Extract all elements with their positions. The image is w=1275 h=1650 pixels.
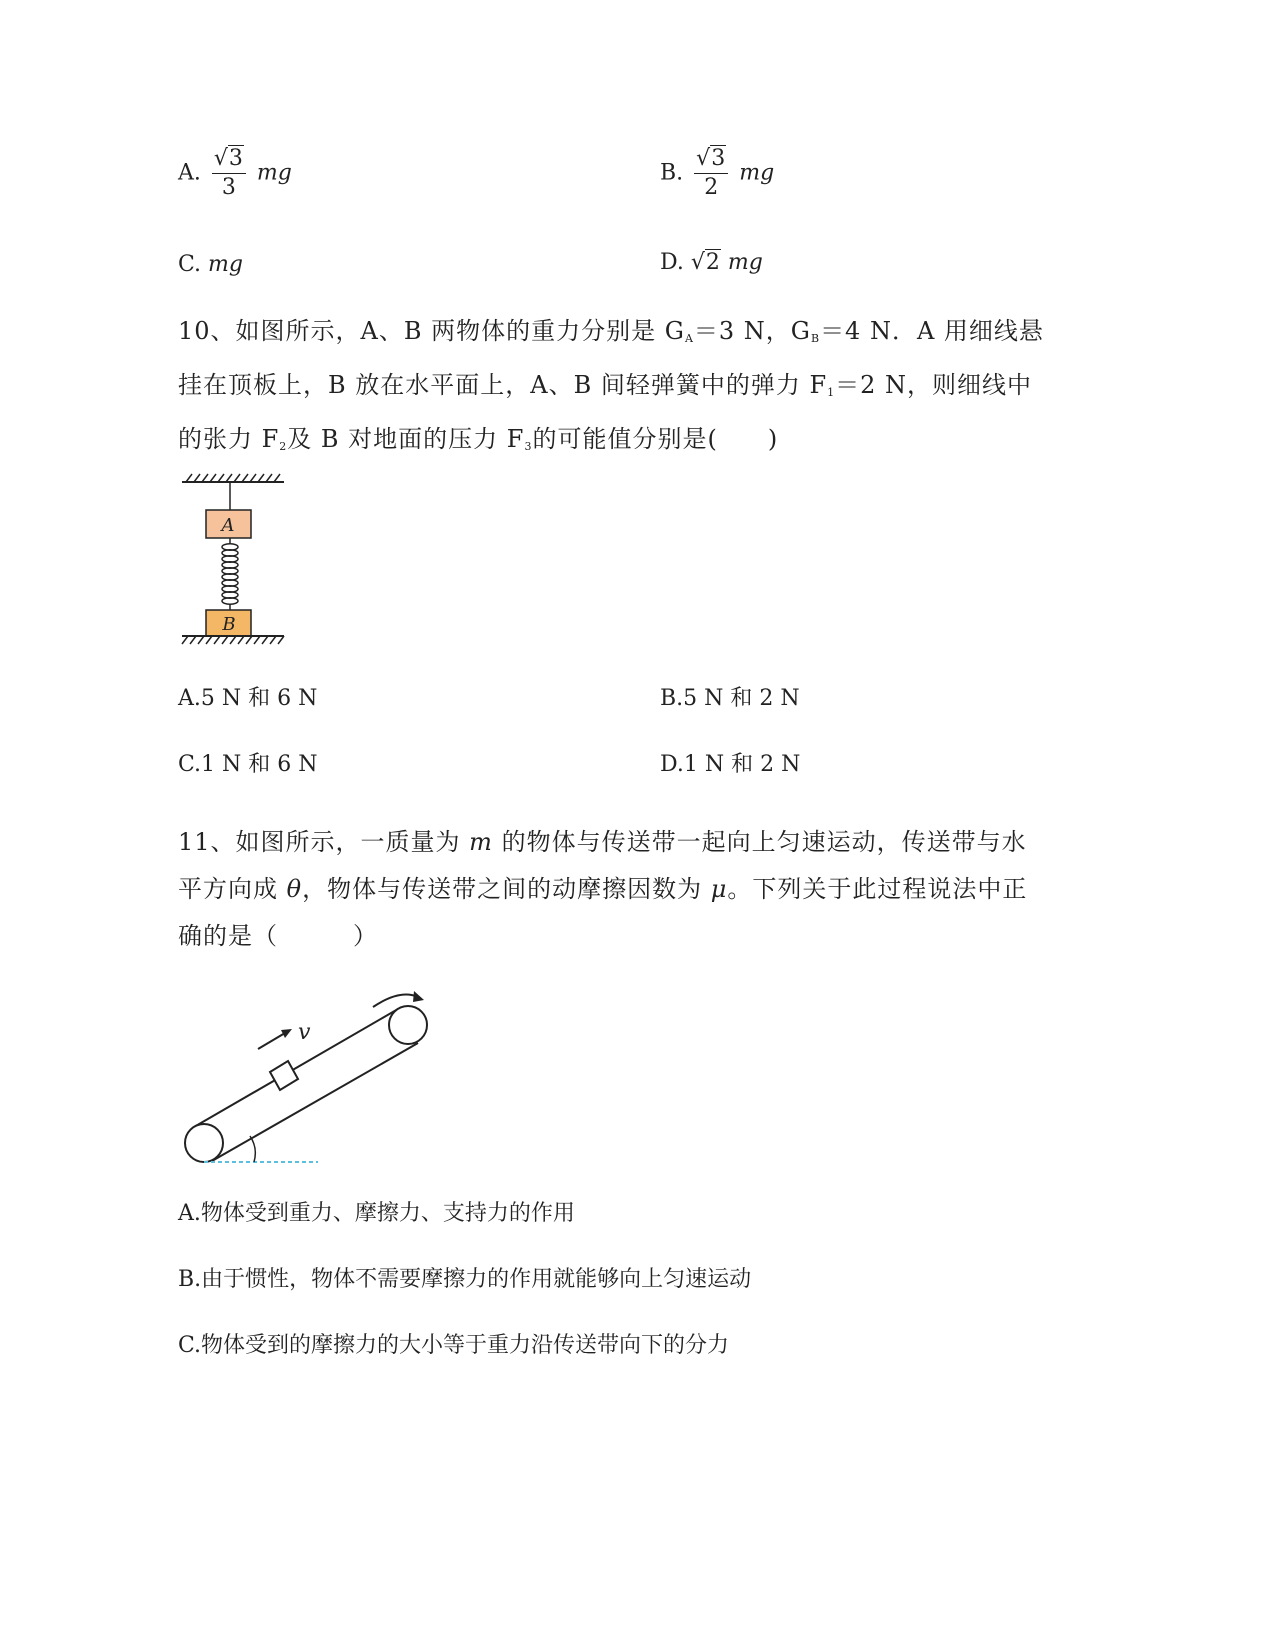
rotation-arrow [373,991,424,1007]
lower-roller [185,1124,223,1162]
fraction: $\frac{√3}{3}$ [212,148,246,199]
q11-option-c: C.物体受到的摩擦力的大小等于重力沿传送带向下的分力 [178,1333,730,1358]
q9-option-a: A. $\frac{√3}{3}$ mg [178,146,292,200]
q10-option-c: C.1 N 和 6 N [178,752,318,777]
ground [182,636,284,644]
velocity-arrow [258,1029,292,1049]
spring-figure [178,470,288,650]
ceiling [182,474,284,482]
conveyor-figure [178,985,448,1170]
block-b-label: B [222,614,236,635]
upper-roller [389,1006,427,1044]
q11-option-b: B.由于惯性，物体不需要摩擦力的作用就能够向上匀速运动 [178,1267,752,1292]
q10-option-b: B.5 N 和 2 N [660,686,800,711]
q9-option-b: B. $\frac{√3}{2}$ mg [660,146,775,200]
spring [222,538,238,610]
q9-option-d: D. √2 mg [660,250,763,275]
q11-stem: 11、如图所示，一质量为 m 的物体与传送带一起向上匀速运动，传送带与水平方向成 θ，物体与传送带之间的动摩擦因数为 μ。下列关于此过程说法中正确的是（ ） [178,828,1028,950]
object-block [270,1061,298,1090]
q10-option-d: D.1 N 和 2 N [660,752,801,777]
block-a-label: A [221,515,235,536]
q10-stem: 10、如图所示，A、B 两物体的重力分别是 $G_A=3$ N，$G_B=4$ N．A 用细线悬挂在顶板上，B 放在水平面上，A、B 间轻弹簧中的弹力 $F_1=2$ N，则细线中的张力 $F_2$及 B 对地面的压力 $F_3$的可能值分别是( ) [178,317,1044,453]
velocity-label: v [298,1020,311,1045]
q11-option-a: A.物体受到重力、摩擦力、支持力的作用 [178,1201,575,1226]
q10-option-a: A.5 N 和 6 N [178,686,318,711]
q9-option-c: C. mg [178,252,243,277]
fraction: $\frac{√3}{2}$ [694,148,728,199]
